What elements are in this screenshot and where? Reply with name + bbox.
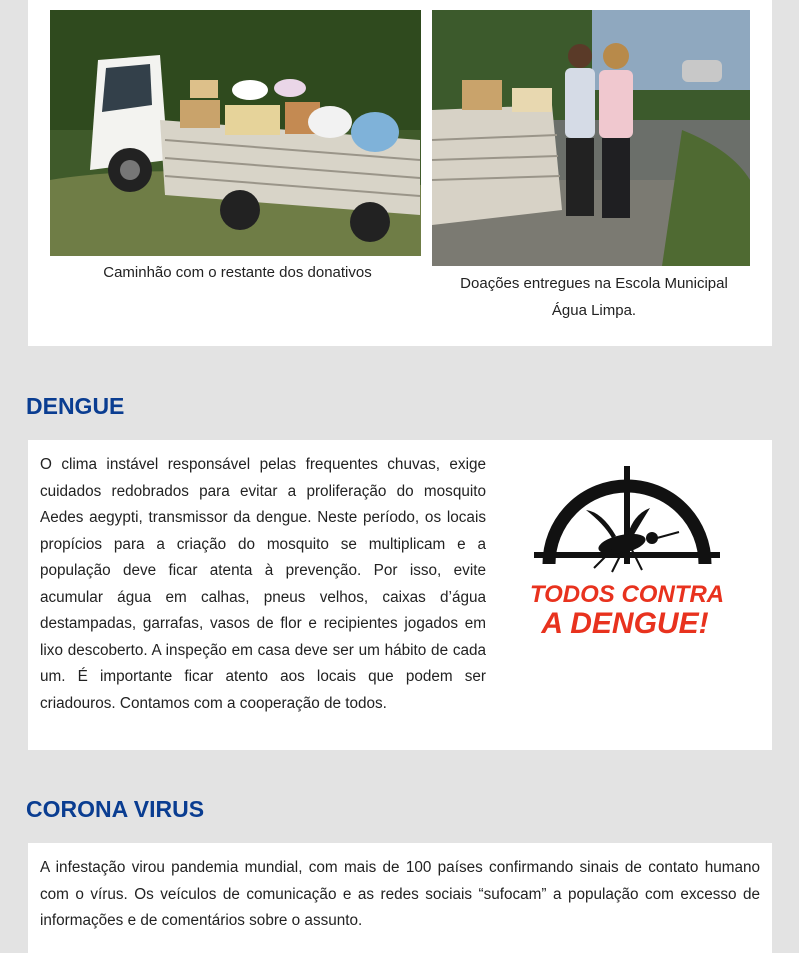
- truck-donations-photo: [50, 10, 421, 256]
- truck-photo-caption: [50, 259, 425, 286]
- dengue-card: [28, 440, 772, 750]
- photos-card: [28, 0, 772, 346]
- corona-heading: CORONA VIRUS: [26, 796, 205, 822]
- mosquito-icon: [586, 508, 679, 572]
- dengue-body: [40, 452, 760, 717]
- corona-body: A infestação virou pandemia mundial, com mais de 100 países confirmando sinais de contato humano com o vírus. Os veículos de comunicação e as redes sociais “sufocam” a população com excesso de informações e de comentários sobre o assunto.: [40, 859, 760, 929]
- dengue-body-text: O clima instável responsável pelas frequentes chuvas, exige cuidados redobrados para evitar a proliferação do mosquito Aedes aegypti, transmissor da dengue. Neste período, os locais propícios para a criação do mosquito se multiplicam e a população deve ficar atenta à prevenção. Por isso, evite acumular água em calhas, pneus velhos, caixas d’água destampadas, garrafas, vasos de flor e recipientes jogados em lixo descoberto. A inspeção em casa deve ser um hábito de cada um. É importante ficar atento aos locais que podem ser criadouros. Contamos com a cooperação de todos.: [40, 456, 486, 712]
- logo-line-1: TODOS CONTRA: [529, 581, 725, 608]
- truck-caption-text: Caminhão com o restante dos donativos: [103, 264, 372, 281]
- dengue-campaign-logo: [494, 452, 760, 684]
- corona-card: [28, 843, 772, 953]
- school-photo-caption: [426, 270, 762, 324]
- logo-line-2: A DENGUE!: [541, 607, 709, 640]
- school-delivery-photo: [432, 10, 750, 266]
- school-caption-line1: Doações entregues na Escola Municipal: [460, 275, 728, 292]
- dengue-heading: DENGUE: [26, 393, 125, 419]
- school-caption-line2: Água Limpa.: [551, 302, 637, 319]
